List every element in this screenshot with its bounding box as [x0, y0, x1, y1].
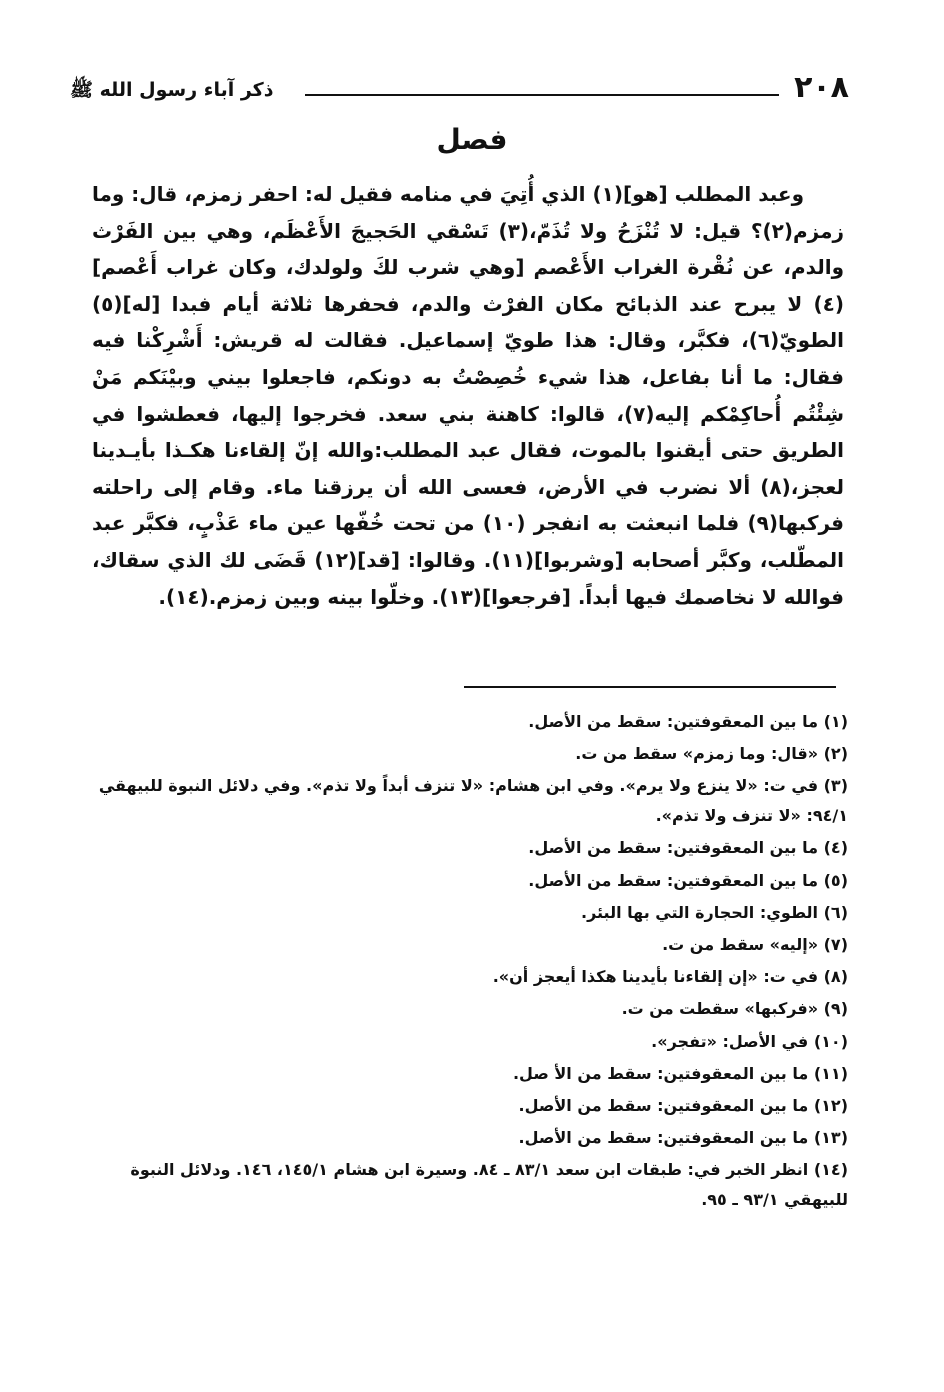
footnote-5: (٥) ما بين المعقوفتين: سقط من الأصل.: [528, 870, 848, 890]
section-title: فصل: [436, 123, 508, 156]
footnote-9: (٩) «فركبها» سقطت من ت.: [621, 999, 848, 1019]
running-title: ذكر آباء رسول الله ﷺ: [70, 79, 274, 101]
body-paragraph: وعبد المطلب [هو](١) الذي أُتِيَ في منامه فقيل له: احفر زمزم، قال: وما زمزم(٢)؟ قيل: لا تُنْزَحُ ولا تُذَمّ،(٣) تَسْقي الحَجيجَ الأَعْظَم، وهي بين الفَرْث والدم، عن نُقْرة الغراب الأَعْصم [وهي شرب لكَ ولولدك، وكان غراب أَعْصم](٤) لا يبرح عند الذبائح مكان الفرْث والدم، فحفرها ثلاثة أيام فبدا [له](٥) الطويّ(٦)، فكبَّر، وقال: هذا طويّ إسماعيل. فقالت له قريش: أَشْرِكْنا فيه فقال: ما أنا بفاعل، هذا شيء خُصِصْتُ به دونكم، فاجعلوا بيني وبيْنَكم مَنْ شِئْتُم أُحاكِمْكم إليه(٧)، قالوا: كاهنة بني سعد. فخرجوا إليها، فعطشوا في الطريق حتى أيقنوا بالموت، فقال عبد المطلب:والله إنّ إلقاءنا هكـذا بأيـدينا لعجز،(٨) ألا نضرب في الأرض، فعسى الله أن يرزقنا ماء. وقام إلى راحلته فركبها(٩) فلما انبعثت به انفجر (١٠) من تحت خُفّها عين ماء عَذْبٍ، فكبَّر عبد المطّلب، وكبَّر أصحابه [وشربوا](١١). وقالوا: [قد](١٢) قَضَى لك الذي سقاك، فوالله لا نخاصمك فيها أبداً. [فرجعوا](١٣). وخلّوا بينه وبين زمزم.(١٤).: [91, 182, 845, 609]
footnote-2: (٢) «قال: وما زمزم» سقط من ت.: [575, 744, 848, 764]
footnote-13: (١٣) ما بين المعقوفتين: سقط من الأصل.: [518, 1128, 848, 1148]
page-number: ٢٠٨: [794, 70, 849, 105]
footnote-6: (٦) الطوي: الحجارة التي بها البئر.: [580, 902, 848, 922]
main-text: [92, 176, 844, 615]
footnote-14: (١٤) انظر الخبر في: طبقات ابن سعد ٨٣/١ ـ ٨٤. وسيرة ابن هشام ١٤٥/١، ١٤٦. ودلائل النبوة للبيهقي ٩٣/١ ـ ٩٥.: [130, 1160, 848, 1210]
footnote-1: (١) ما بين المعقوفتين: سقط من الأصل.: [528, 712, 848, 731]
header-rule: [305, 94, 779, 96]
footnote-8: (٨) في ت: «إن إلقاءنا بأيدينا هكذا أيعجز أن».: [492, 967, 848, 987]
footnotes: [92, 706, 848, 1216]
footnote-separator: [464, 686, 836, 688]
footnote-3: (٣) في ت: «لا ينزع ولا يرم». وفي ابن هشام: «لا تنزف أبداً ولا تذم». وفي دلائل النبوة للبيهقي ٩٤/١: «لا تنزف ولا تذم».: [98, 776, 848, 826]
running-header: [70, 70, 849, 110]
footnote-10: (١٠) في الأصل: «تفجر».: [651, 1031, 848, 1051]
footnote-11: (١١) ما بين المعقوفتين: سقط من الأ صل.: [512, 1063, 848, 1083]
footnote-4: (٤) ما بين المعقوفتين: سقط من الأصل.: [528, 838, 848, 858]
footnote-12: (١٢) ما بين المعقوفتين: سقط من الأصل.: [518, 1096, 848, 1116]
footnote-7: (٧) «إليه» سقط من ت.: [662, 935, 848, 955]
